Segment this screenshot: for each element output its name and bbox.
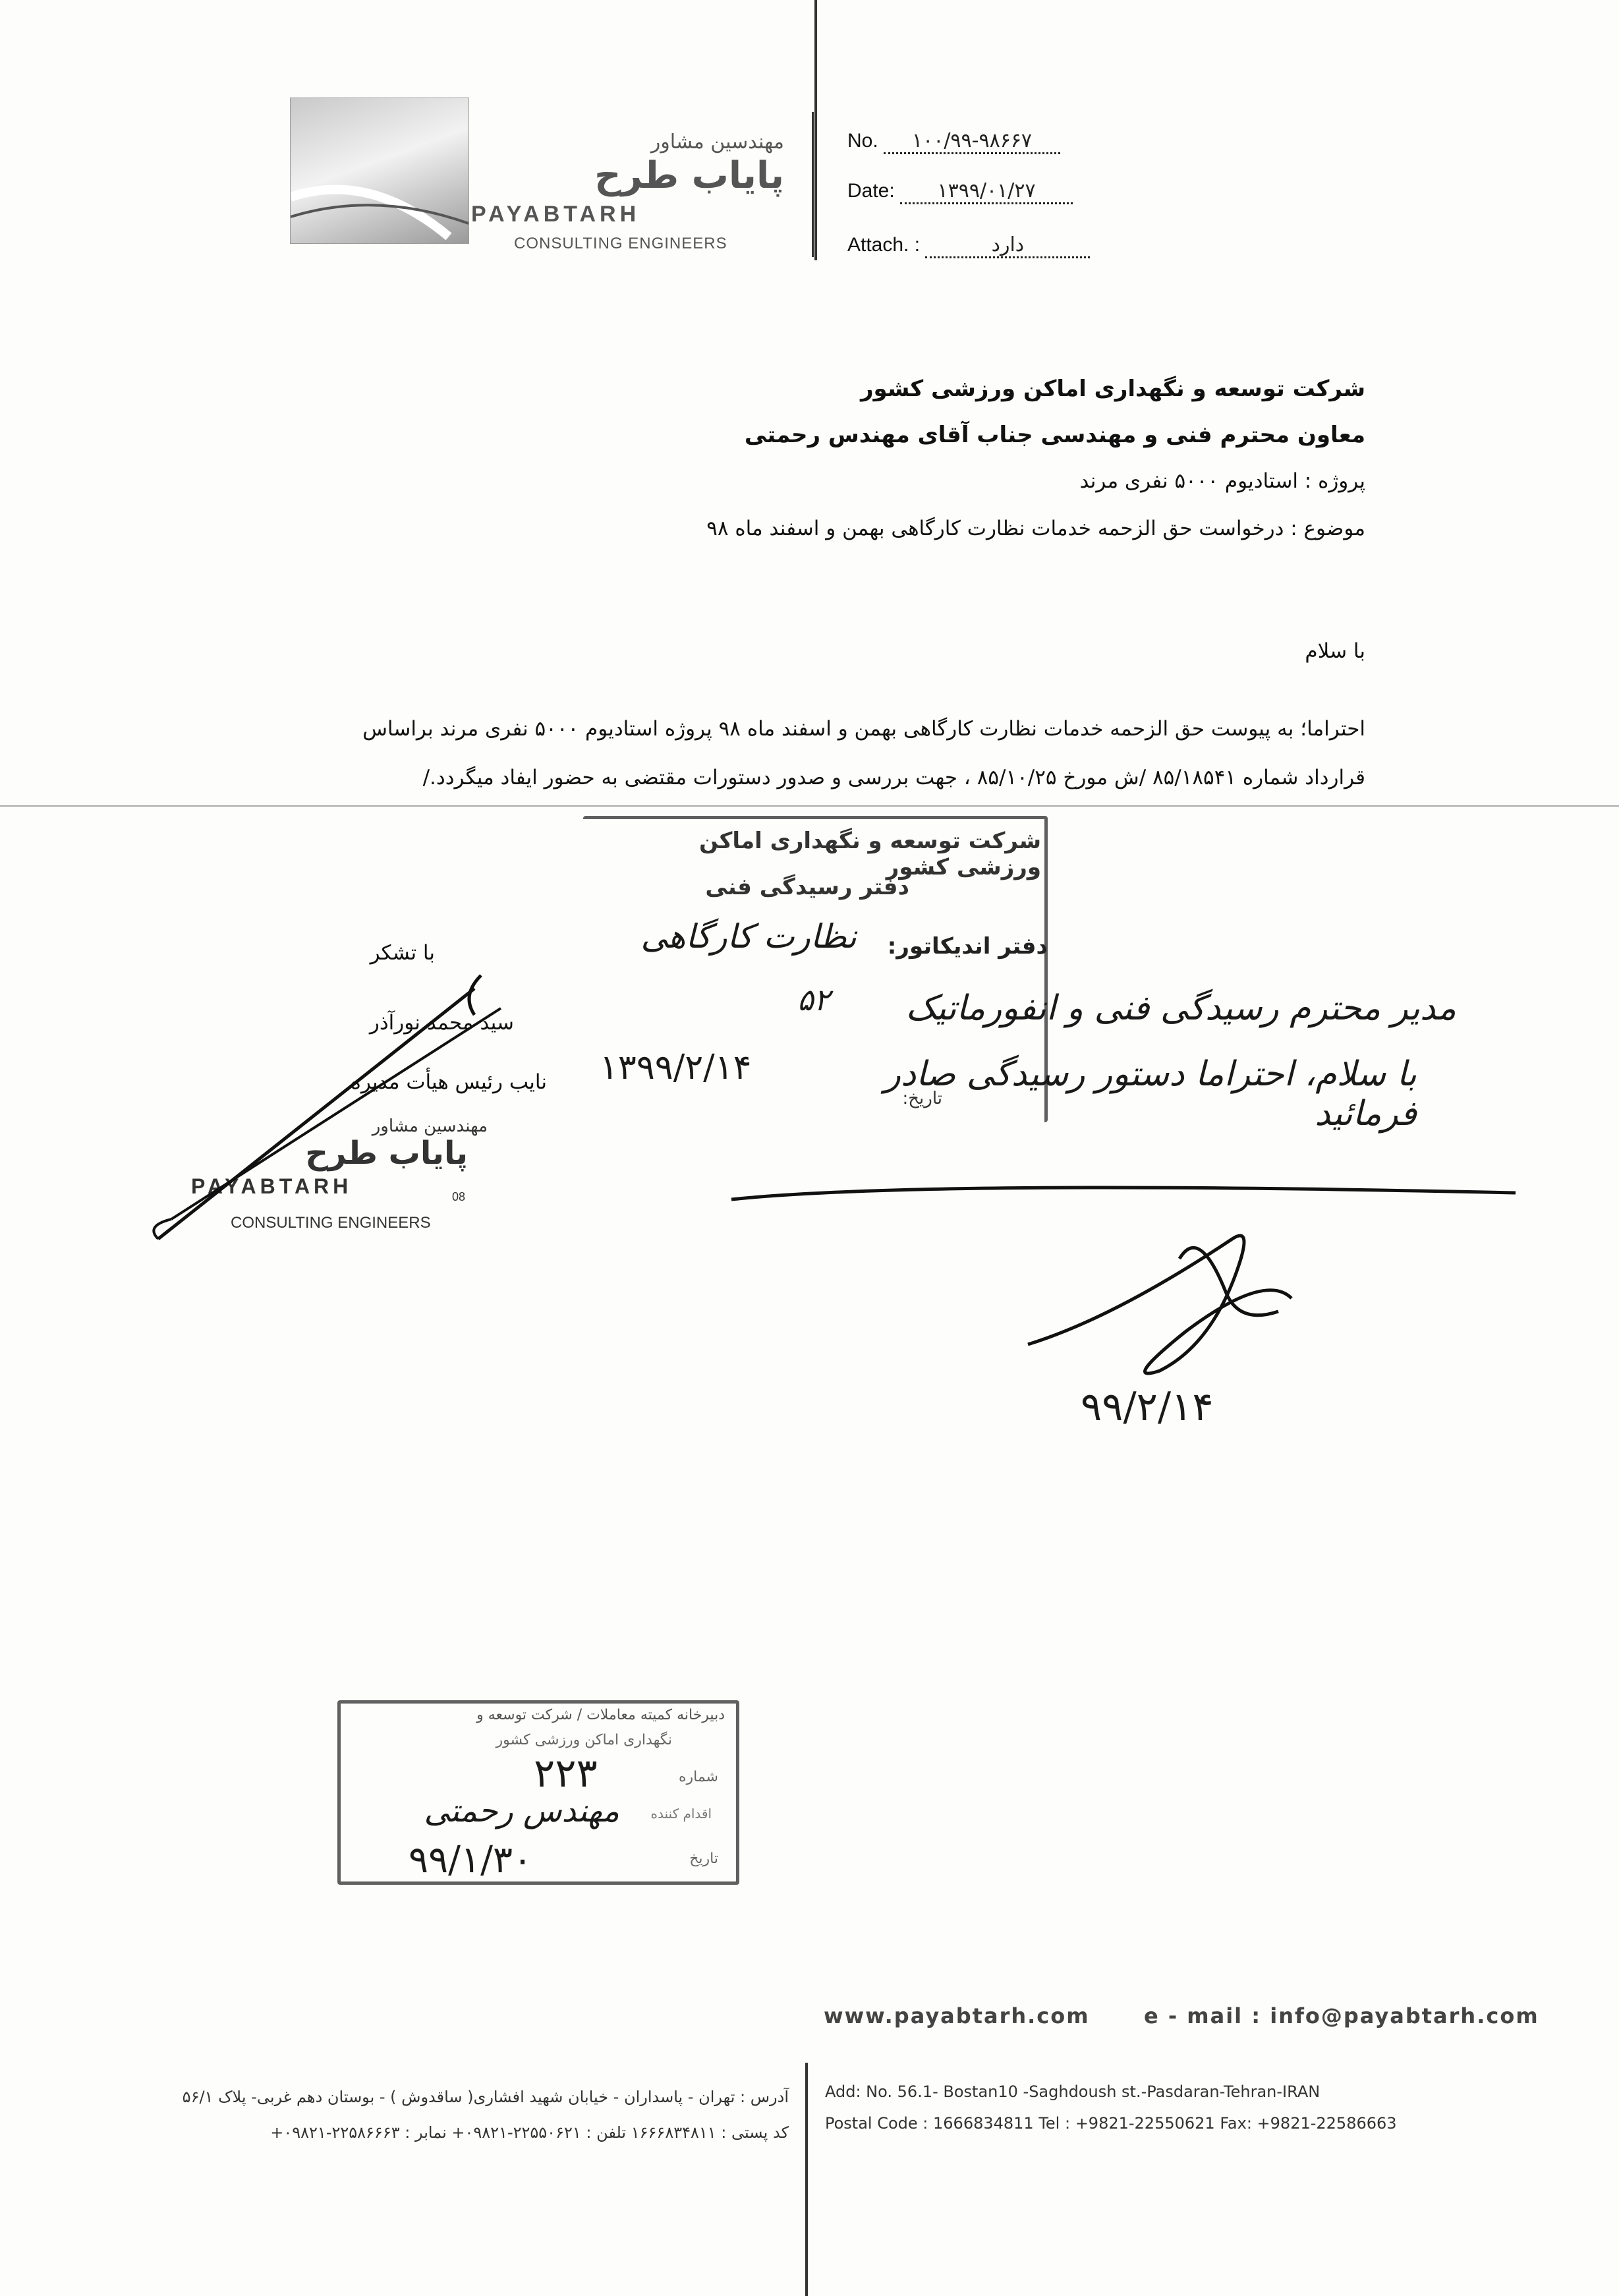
greeting: با سلام (1305, 639, 1365, 663)
receipt-action-label: اقدام کننده (650, 1806, 712, 1822)
footer-divider (805, 2076, 807, 2208)
receipt-action-value: مهندس رحمتی (424, 1793, 619, 1829)
stamp-hand-number: ۵۲ (797, 982, 830, 1018)
no-value: ۱۰۰/۹۹-۹۸۶۶۷ (884, 129, 1060, 154)
date-label: Date: (847, 180, 895, 202)
footer-contact-fa: کد پستی : ۱۶۶۶۸۳۴۸۱۱ تلفن : ۲۲۵۵۰۶۲۱-۰۹۸۲۱+ نمابر : ۲۲۵۸۶۶۶۳-۰۹۸۲۱+ (270, 2123, 789, 2142)
subject-line: موضوع : درخواست حق الزحمه خدمات نظارت کارگاهی بهمن و اسفند ماه ۹۸ (706, 517, 1365, 540)
seal-fa-large: پایاب طرح (305, 1135, 468, 1172)
middle-fold-line (0, 805, 1619, 807)
footer-website[interactable]: www.payabtarh.com (824, 2003, 1090, 2028)
receipt-date-value: ۹۹/۱/۳۰ (409, 1839, 533, 1881)
handwritten-line-2: با سلام، احتراما دستور رسیدگی صادر فرمائید (884, 1054, 1417, 1134)
attach-value: دارد (925, 233, 1090, 258)
logo-swoosh-icon (291, 98, 469, 243)
letter-number-row (847, 129, 1060, 154)
body-line-2: قرارداد شماره ۸۵/۱۸۵۴۱ /ش مورخ ۸۵/۱۰/۲۵ ، جهت بررسی و صدور دستورات مقتضی به حضور ایفاد میگردد./ (422, 766, 1365, 789)
handwritten-line-1: مدیر محترم رسیدگی فنی و انفورماتیک (905, 989, 1456, 1028)
stamp-hand-note: نظارت کارگاهی (640, 917, 857, 956)
date-row (847, 179, 1073, 204)
no-label: No. (847, 130, 878, 152)
stamp-date-value: ۱۳۹۹/۲/۱۴ (600, 1048, 752, 1087)
receipt-date-label: تاریخ (689, 1851, 718, 1867)
footer-address-fa: آدرس : تهران - پاسداران - خیابان شهید افشاری( ساقدوش ) - بوستان دهم غربی- پلاک ۵۶/۱ (182, 2088, 789, 2106)
date-value: ۱۳۹۹/۰۱/۲۷ (900, 179, 1073, 204)
logo-fa-small: مهندسین مشاور (650, 130, 784, 154)
logo-en-sub: CONSULTING ENGINEERS (514, 235, 727, 252)
logo-fa-large: پایاب طرح (594, 154, 784, 197)
stamp-line-2: دفتر رسیدگی فنی (705, 874, 909, 900)
closing: با تشکر (370, 941, 435, 965)
stamp-line-1: شرکت توسعه و نگهداری اماکن ورزشی کشور (698, 828, 1041, 880)
receipt-number-label: شماره (678, 1769, 718, 1785)
seal-fa-small: مهندسین مشاور (372, 1116, 488, 1136)
logo-en-name: PAYABTARH (471, 202, 640, 227)
footer-address-en: Add: No. 56.1- Bostan10 -Saghdoush st.-Pasdaran-Tehran-IRAN (825, 2082, 1321, 2101)
project-line: پروژه : استادیوم ۵۰۰۰ نفری مرند (1079, 469, 1365, 493)
referral-signature (1015, 1199, 1344, 1397)
attach-label: Attach. : (847, 234, 921, 256)
stamp-line-3: دفتر اندیکاتور: (887, 933, 1048, 960)
recipient-company: شرکت توسعه و نگهداری اماکن ورزشی کشور (860, 376, 1365, 402)
attach-row (847, 233, 1090, 258)
handwritten-date: ۹۹/۲/۱۴ (1081, 1384, 1214, 1430)
recipient-person: معاون محترم فنی و مهندسی جناب آقای مهندس رحمتی (744, 422, 1365, 448)
top-fold-line (814, 0, 817, 260)
seal-code: 08 (452, 1190, 466, 1203)
stamp-date-label: تاریخ: (902, 1089, 942, 1108)
seal-en-name: PAYABTARH (191, 1174, 353, 1198)
receipt-line-2: نگهداری اماکن ورزشی کشور (496, 1732, 672, 1748)
footer-email[interactable]: e - mail : info@payabtarh.com (1144, 2003, 1539, 2028)
signer-name: سید محمد نورآذر (369, 1011, 514, 1035)
header-divider (812, 112, 814, 257)
receipt-line-1: دبیرخانه کمیته معاملات / شرکت توسعه و (476, 1707, 725, 1723)
footer-contact-en: Postal Code : 1666834811 Tel : +9821-22550621 Fax: +9821-22586663 (825, 2114, 1397, 2133)
receipt-number-value: ۲۲۳ (534, 1750, 598, 1796)
signer-title: نایب رئیس هیأت مدیره (350, 1070, 547, 1094)
company-logo-mark (290, 98, 469, 244)
seal-en-sub: CONSULTING ENGINEERS (231, 1214, 431, 1232)
signature-mark (132, 949, 633, 1252)
body-line-1: احتراما؛ به پیوست حق الزحمه خدمات نظارت کارگاهی بهمن و اسفند ماه ۹۸ پروژه استادیوم ۵۰۰۰ نفری مرند براساس (362, 717, 1365, 741)
